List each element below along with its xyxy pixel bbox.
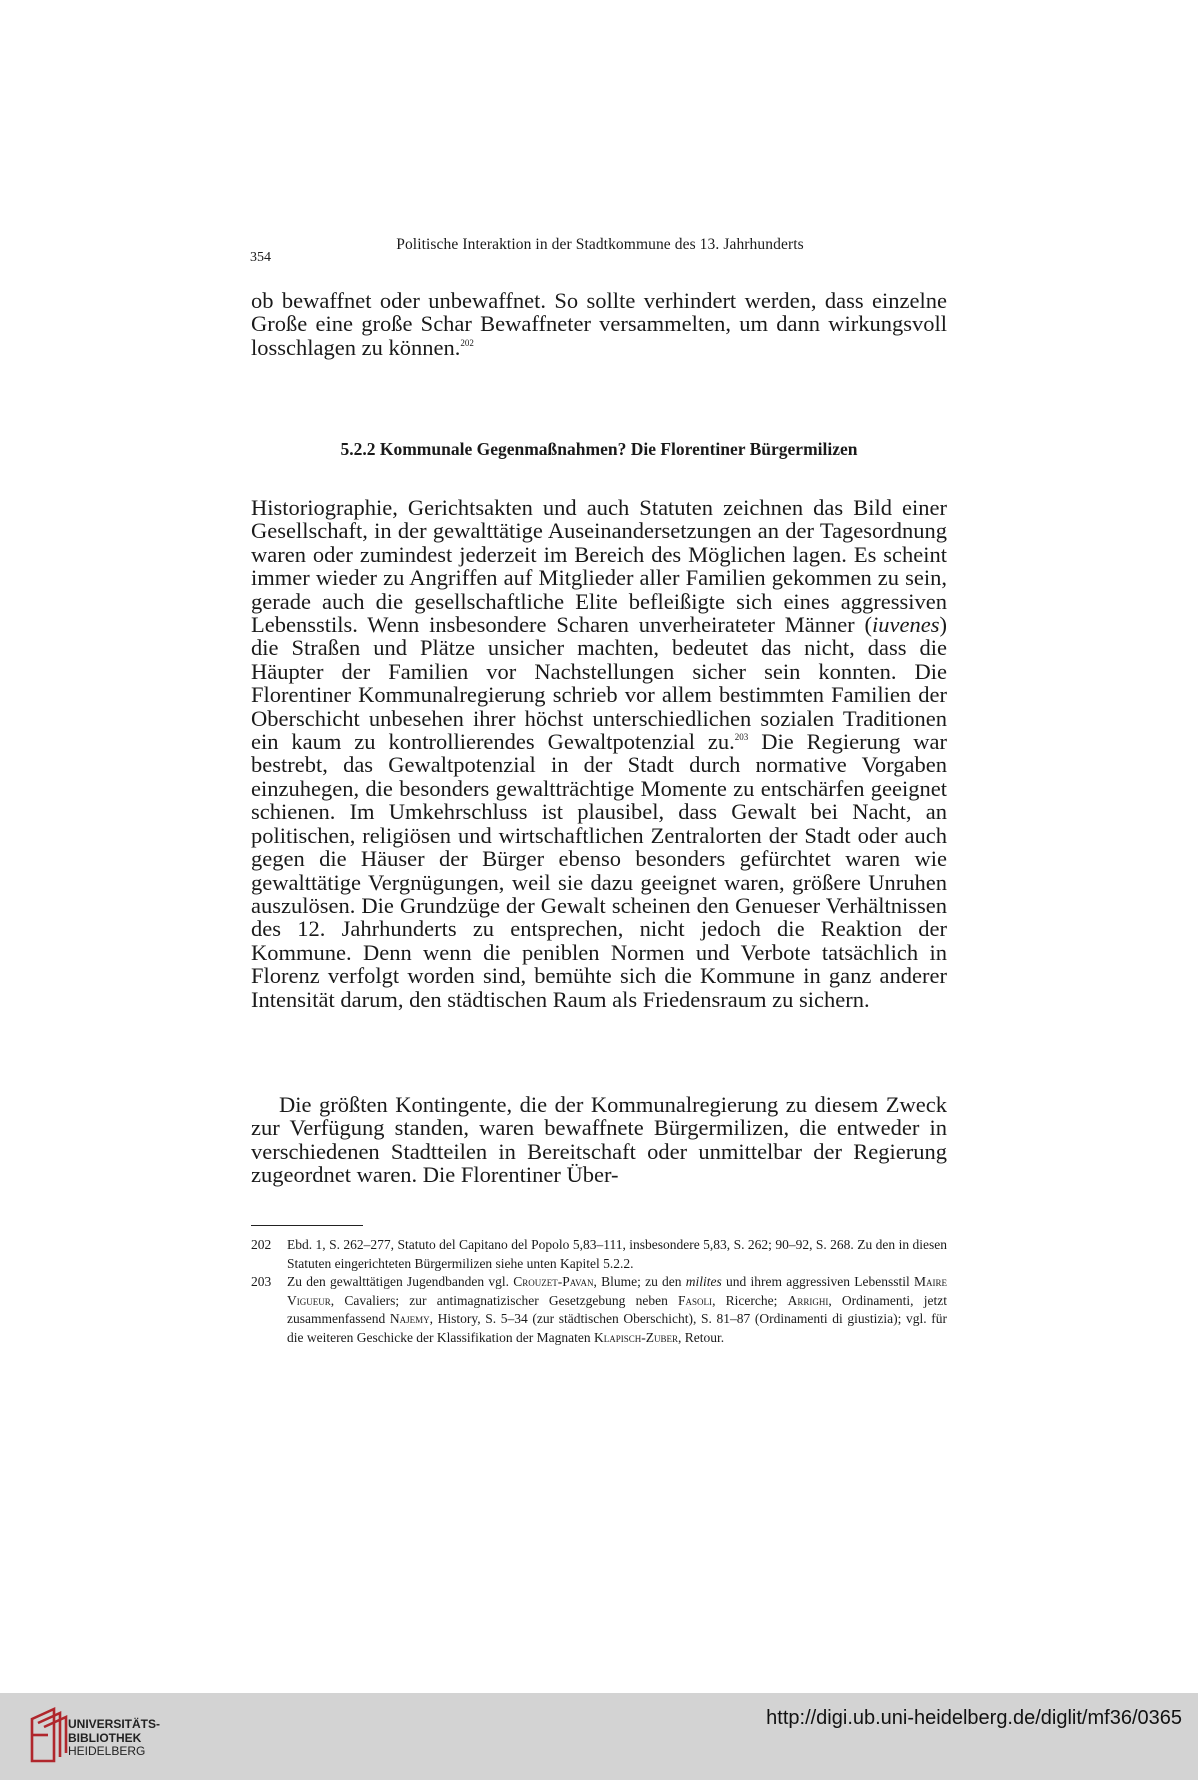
footnote-divider xyxy=(251,1225,363,1226)
fn-text-segment: , Ricerche; xyxy=(712,1292,788,1308)
footnote-text xyxy=(287,1273,947,1347)
author-name: Klapisch-Zuber xyxy=(594,1329,679,1345)
author-name: Crouzet-Pavan xyxy=(513,1274,594,1289)
main-text-part1: Historiographie, Gerichtsakten und auch Statuten zeichnen das Bild einer Gesellschaft, in der gewalttätige Auseinandersetzungen an der Tagesordnung waren oder zumindest jederzeit im Bereich des Möglichen lagen. Es scheint immer wieder zu Angriffen auf Mitglieder aller Familien gekommen zu sein, gerade auch die gesellschaftliche Elite befleißigte sich eines aggressiven Lebensstils. Wenn insbesondere Scharen unverheirateter Männer ( xyxy=(251,495,947,638)
fn-text-segment: , History, S. 5–34 (zur städtischen Oberschicht), S. 81–87 (Ordinamenti di giustizia); vgl. für die weiteren Geschicke der Klassifikation der Magnaten xyxy=(287,1311,947,1345)
author-name: Maire Vigueur xyxy=(287,1274,947,1308)
page-number: 354 xyxy=(250,250,271,265)
library-name-line: BIBLIOTHEK xyxy=(68,1730,142,1745)
section-heading: 5.2.2 Kommunale Gegenmaßnahmen? Die Florentiner Bürgermilizen xyxy=(340,439,858,459)
source-url-link[interactable]: http://digi.ub.uni-heidelberg.de/diglit/mf36/0365 xyxy=(766,1707,1182,1729)
footnote-202 xyxy=(251,1236,947,1273)
fn-text-segment: und ihrem aggressiven Lebensstil xyxy=(721,1274,914,1289)
intro-text: ob bewaffnet oder unbewaffnet. So sollte verhindert werden, dass einzelne Große eine große Schar Bewaffneter versammelten, um dann wirkungsvoll losschlagen zu können. xyxy=(251,288,947,360)
footnote-number: 202 xyxy=(251,1237,272,1252)
footnotes xyxy=(251,1236,947,1347)
author-name: Arrighi xyxy=(787,1292,829,1308)
main-text-part3: Die Regierung war bestrebt, das Gewaltpotenzial in der Stadt durch normative Vorgaben einzuhegen, die besonders gewaltträchtige Momente zu entschärfen geeignet schienen. Im Umkehrschluss ist plausibel, dass Gewalt bei Nacht, an politischen, religiösen und wirtschaftlichen Zentralorten der Stadt oder auch gegen die Häuser der Bürger ebenso besonders gefürchtet waren wie gewalttätige Vergnügungen, weil sie dazu geeignet waren, größere Unruhen auszulösen. Die Grundzüge der Gewalt scheinen den Genueser Verhältnissen des 12. Jahrhunderts zu entsprechen, nicht jedoch die Reaktion der Kommune. Denn wenn die peniblen Normen und Verbote tatsächlich in Florenz verfolgt worden sind, bemühte sich die Kommune in ganz anderer Intensität darum, den städtischen Raum als Friedensraum zu sichern. xyxy=(251,729,947,1012)
fn-text-segment: , Retour. xyxy=(678,1329,725,1345)
second-paragraph xyxy=(251,1093,947,1187)
footnote-number: 203 xyxy=(251,1274,272,1289)
fn-text-segment: Zu den gewalttätigen Jugendbanden vgl. xyxy=(287,1274,514,1289)
footnote-text: Ebd. 1, S. 262–277, Statuto del Capitano del Popolo 5,83–111, insbesondere 5,83, S. 262; 90–92, S. 268. Zu den in diesen Statuten eingerichteten Bürgermilizen siehe unten Kapitel 5.2.2. xyxy=(287,1237,947,1271)
footnote-ref-202[interactable]: 202 xyxy=(460,337,474,348)
library-name-line: UNIVERSITÄTS- xyxy=(68,1717,161,1731)
main-paragraph xyxy=(251,496,947,1011)
page-header xyxy=(250,236,950,266)
main-italic-term: iuvenes xyxy=(872,612,940,638)
library-name xyxy=(68,1718,160,1759)
library-logo-icon xyxy=(26,1705,70,1765)
running-head: Politische Interaktion in der Stadtkommune des 13. Jahrhunderts xyxy=(396,236,804,253)
footnote-ref-203[interactable]: 203 xyxy=(734,732,749,743)
author-name: Najemy xyxy=(389,1311,430,1326)
library-name-line: HEIDELBERG xyxy=(68,1744,146,1758)
footer-bar xyxy=(0,1693,1198,1780)
main-text-part2: ) die Straßen und Plätze unsicher machten, bedeutet das nicht, dass die Häupter der Familien vor Nachstellungen sicher sein konnten. Die Florentiner Kommunalregierung schrieb vor allem bestimmten Familien der Oberschicht unbesehen ihrer höchst unterschiedlichen sozialen Traditionen ein kaum zu kontrollierendes Gewaltpotenzial zu. xyxy=(251,612,947,755)
fn-text-segment: , Ordinamenti, jetzt zusammenfassend xyxy=(287,1292,947,1326)
fn-text-segment: , Cavaliers; zur antimagnatizischer Gesetzgebung neben xyxy=(330,1292,679,1308)
footnote-203 xyxy=(251,1273,947,1347)
intro-paragraph xyxy=(251,289,947,359)
author-name: Fasoli xyxy=(678,1292,713,1308)
italic-term: milites xyxy=(685,1274,722,1289)
fn-text-segment: , Blume; zu den xyxy=(593,1274,686,1289)
second-text: Die größten Kontingente, die der Kommunalregierung zu diesem Zweck zur Verfügung standen, waren bewaffnete Bürgermilizen, die entweder in verschiedenen Stadtteilen in Bereitschaft oder unmittelbar der Regierung zugeordnet waren. Die Florentiner Über- xyxy=(251,1092,947,1188)
